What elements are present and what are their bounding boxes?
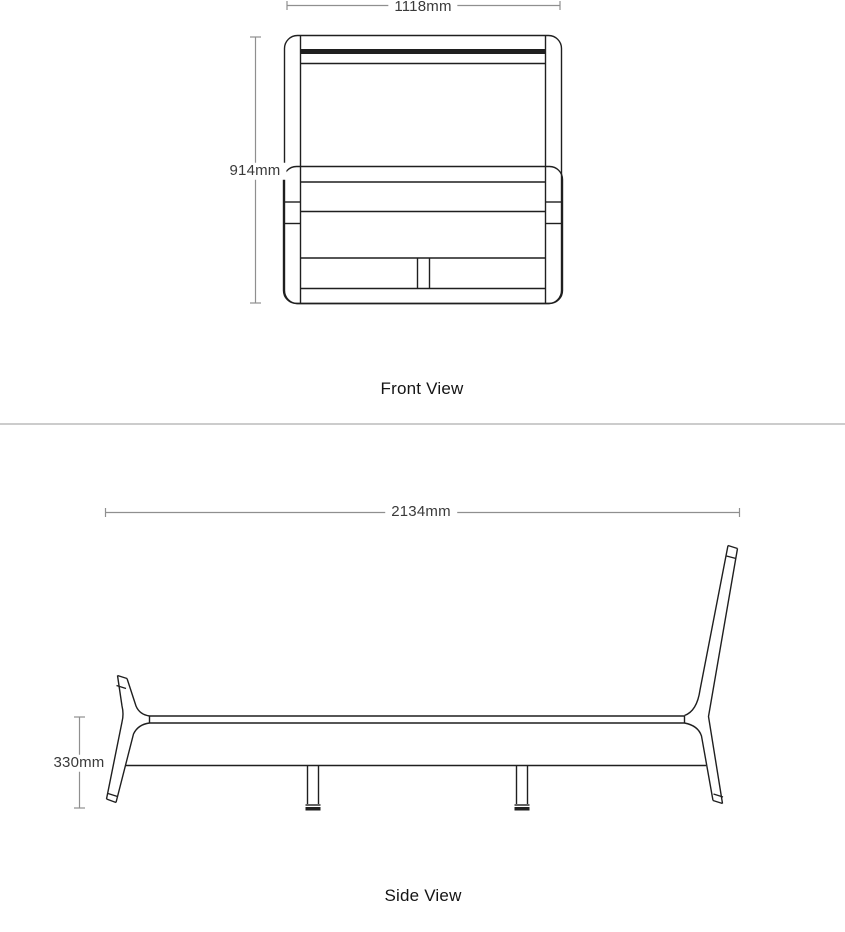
front-width-dimension-label: 1118mm bbox=[388, 0, 457, 15]
foot-leg-top-cap bbox=[117, 686, 127, 689]
foot-leg-right-upper-edge bbox=[127, 679, 150, 717]
foot-leg-bottom-cap bbox=[108, 794, 118, 797]
side-foot-leg bbox=[107, 676, 150, 803]
side-center-leg-2 bbox=[515, 766, 530, 811]
head-post-left-lower-edge bbox=[685, 723, 714, 801]
front-headboard-outline bbox=[285, 36, 562, 304]
head-post-right-edge bbox=[709, 549, 738, 804]
side-view-drawing bbox=[107, 546, 738, 811]
side-view-label: Side View bbox=[384, 886, 462, 905]
head-post-bottom-edge bbox=[713, 801, 723, 804]
center-leg-1-foot bbox=[306, 807, 321, 811]
front-view-drawing bbox=[284, 36, 563, 304]
foot-leg-right-lower-edge bbox=[116, 723, 150, 803]
head-post-top-cap bbox=[727, 556, 737, 559]
dimension-lines bbox=[74, 1, 740, 808]
front-platform-outline bbox=[284, 167, 563, 304]
foot-leg-bottom-edge bbox=[107, 799, 117, 803]
front-view-label: Front View bbox=[380, 379, 464, 398]
center-leg-2-foot bbox=[515, 807, 530, 811]
head-post-top-edge bbox=[728, 546, 738, 549]
foot-leg-top-edge bbox=[118, 676, 128, 679]
side-length-dimension-label: 2134mm bbox=[385, 504, 457, 521]
front-height-dimension-label: 914mm bbox=[223, 163, 286, 180]
side-height-dimension-label: 330mm bbox=[47, 755, 110, 772]
foot-leg-left-edge bbox=[107, 676, 124, 800]
head-post-left-upper-edge bbox=[685, 546, 729, 716]
side-center-leg-1 bbox=[306, 766, 321, 811]
